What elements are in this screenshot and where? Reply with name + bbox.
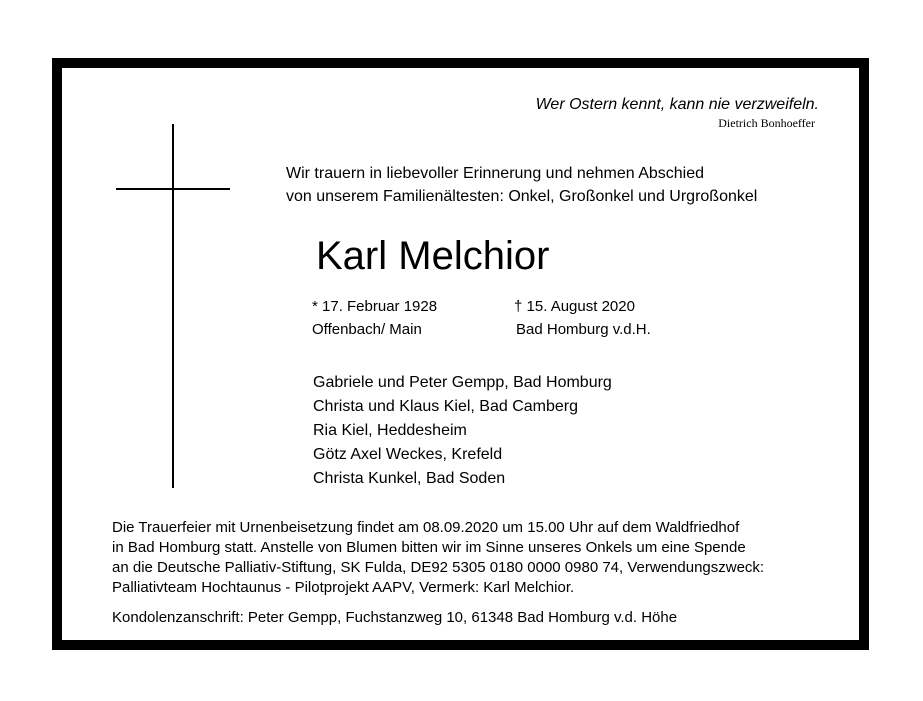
birth-place: Offenbach/ Main bbox=[312, 321, 422, 338]
quote-author: Dietrich Bonhoeffer bbox=[718, 116, 815, 130]
death-info bbox=[514, 295, 651, 341]
list-item: Ria Kiel, Heddesheim bbox=[313, 422, 467, 439]
intro-line: Wir trauern in liebevoller Erinnerung und nehmen Abschied bbox=[286, 165, 705, 182]
death-place: Bad Homburg v.d.H. bbox=[516, 321, 651, 338]
info-line: Die Trauerfeier mit Urnenbeisetzung findet am 08.09.2020 um 15.00 Uhr auf dem Waldfriedhof bbox=[112, 519, 740, 536]
obituary-notice bbox=[61, 67, 860, 641]
death-date: † 15. August 2020 bbox=[514, 298, 635, 315]
list-item: Gabriele und Peter Gempp, Bad Homburg bbox=[313, 374, 612, 391]
intro-text bbox=[286, 162, 757, 208]
list-item: Christa Kunkel, Bad Soden bbox=[313, 470, 506, 487]
birth-info bbox=[312, 295, 437, 341]
notice-outer-border bbox=[52, 58, 869, 650]
info-line: Palliativteam Hochtaunus - Pilotprojekt AAPV, Vermerk: Karl Melchior. bbox=[112, 579, 575, 596]
mourners-list bbox=[313, 371, 612, 491]
deceased-name: Karl Melchior bbox=[316, 234, 550, 278]
condolence-address: Kondolenzanschrift: Peter Gempp, Fuchstanzweg 10, 61348 Bad Homburg v.d. Höhe bbox=[112, 609, 678, 626]
list-item: Christa und Klaus Kiel, Bad Camberg bbox=[313, 398, 579, 415]
quote: Wer Ostern kennt, kann nie verzweifeln. bbox=[535, 96, 819, 113]
info-line: in Bad Homburg statt. Anstelle von Blumen bitten wir im Sinne unseres Onkels um eine Spende bbox=[112, 539, 746, 556]
list-item: Götz Axel Weckes, Krefeld bbox=[313, 446, 503, 463]
birth-date: * 17. Februar 1928 bbox=[312, 298, 438, 315]
funeral-info bbox=[112, 518, 764, 598]
intro-line: von unserem Familienältesten: Onkel, Großonkel und Urgroßonkel bbox=[286, 188, 758, 205]
info-line: an die Deutsche Palliativ-Stiftung, SK Fulda, DE92 5305 0180 0000 0980 74, Verwendungszweck: bbox=[112, 559, 765, 576]
